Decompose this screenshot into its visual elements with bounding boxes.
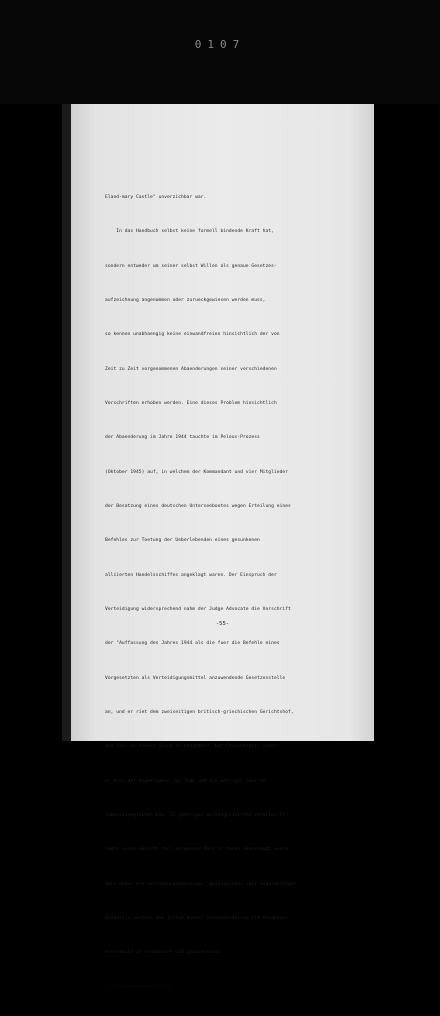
frame-number: 0107 <box>194 38 246 51</box>
text-line: aufzeichnung angenommen oder zurueckgewiesen werden muss, <box>105 297 266 303</box>
text-line: dass weder ein verfassungsmaessiges, gesetzliches oder anderweitiges <box>105 881 297 887</box>
text-line: In das Handbuch selbst keine formell bindende Kraft hat, <box>105 229 274 235</box>
text-line: sondern entweder um seiner selbst Willen als genaue Gesetzes- <box>105 263 277 269</box>
dash-separator: ------------------------ <box>105 984 173 990</box>
text-line: der Abaenderung im Jahre 1944 tauchte im Peleus-Prozess <box>105 435 260 441</box>
text-line: Eland-mary Castle" unverzichbar war. <box>105 194 207 200</box>
text-line: Hindernis bestehe den Irrtum dieser Gesetzesstellen (im Handbuch) <box>105 916 289 922</box>
film-strip-top <box>0 0 440 104</box>
text-line: der "Auffassung des Jahres 1944 als die fuer die Befehle eines <box>105 641 280 647</box>
document-body <box>105 169 367 1016</box>
text-line: der Besatzung eines deutschen Unterseebootes wegen Erteilung eines <box>105 504 291 509</box>
text-line: er drei der Angeklagten zum Tode und die uebrigen zwei zu <box>105 778 266 784</box>
text-line: Vorgesetzten als Verteidigungsmittel anzuwendende Gesetzesstelle <box>105 675 286 681</box>
text-line: lebenslaenglicher bzw. 15 jaehriger Gefaengnisstrafe verurteilte, <box>105 813 289 819</box>
page-number: -55- <box>215 621 230 627</box>
text-line: alliierten Handelsschiffes angeklagt waren. Der Einspruch der <box>105 572 277 578</box>
text-line: Vorschriften erhoben werden. Eine dieses Problem hinsichtlich <box>105 400 277 406</box>
text-line: Zeit zu Zeit vorgenommenen Abaenderungen seiner verschiedenen <box>105 366 277 372</box>
text-line: legte seine Ansicht dar, ausgehend dass er davon ueberzeugt waere <box>105 847 289 853</box>
text-line: Verteidigung widersprechend nahm der Judge Advocate die Vorschrift <box>105 607 291 613</box>
document-page <box>71 104 374 990</box>
text-line: so kennen unabhaengig keine einwandfreien hinsichtlich der von <box>105 332 280 338</box>
text-line: Befehles zur Toetung der Ueberlebenden eines gesunkenen <box>105 538 260 544</box>
text-line: einerseits zu verbessern und andererseits <box>105 950 221 956</box>
text-line: den Fall in diesem Sinne zu behandeln. Der Gerichtshof, indem <box>105 744 277 750</box>
text-line: (Oktober 1945) auf, in welchem der Kommandant und vier Mitglieder <box>105 469 289 475</box>
text-line: an, und er riet dem zweiseitigen britisch-griechischen Gerichtshof, <box>105 710 294 716</box>
